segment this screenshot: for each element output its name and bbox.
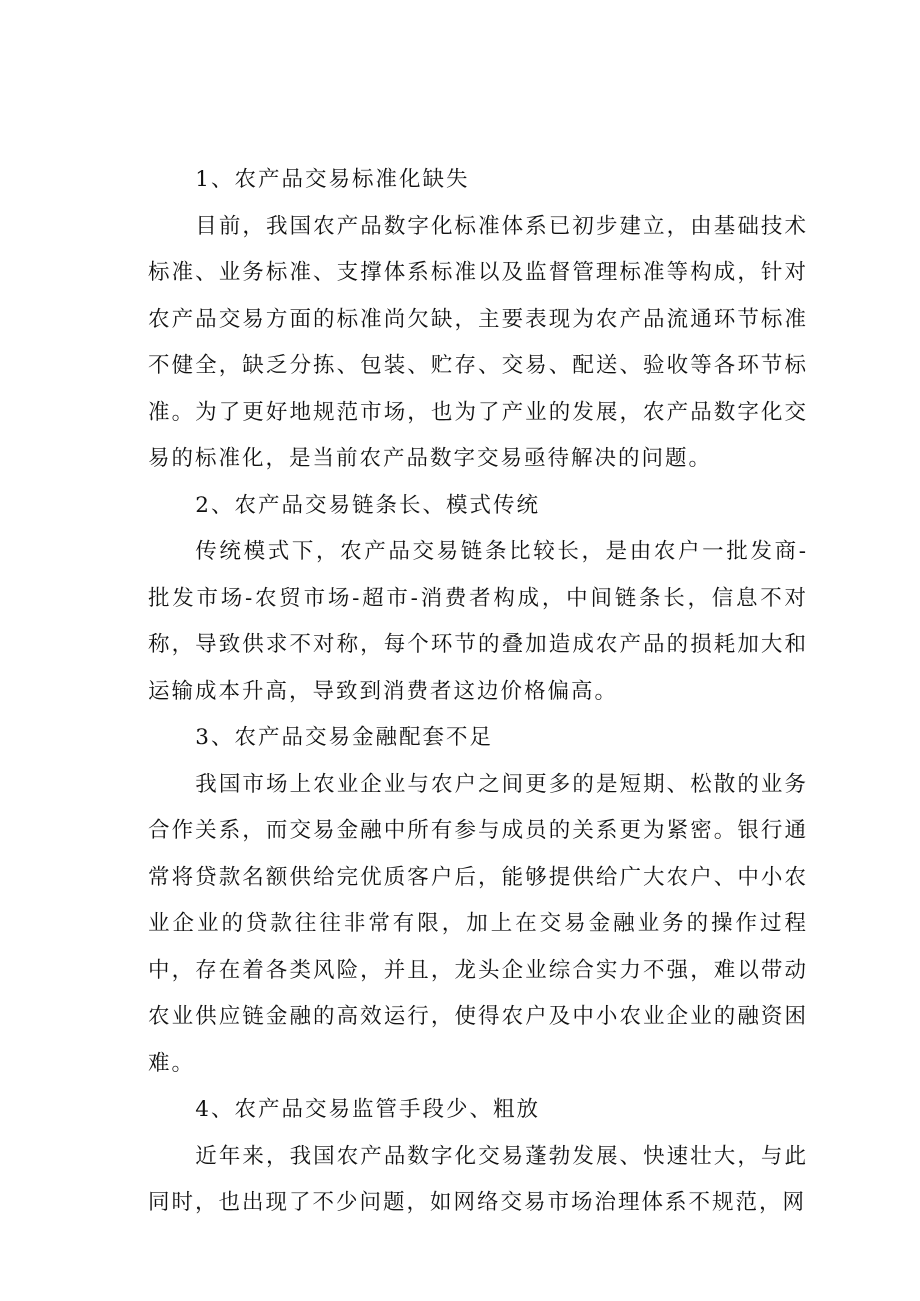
section-heading-4: 4、农产品交易监管手段少、粗放 [195,1097,540,1122]
section-paragraph-2: 传统模式下，农产品交易链条比较长，是由农户一批发商-批发市场-农贸市场-超市-消费者构成，中间链条长，信息不对称，导致供求不对称，每个环节的叠加造成农产品的损耗加大和运输成本升高，导致到消费者这边价格偏高。 [148,539,808,704]
section-paragraph-3: 我国市场上农业企业与农户之间更多的是短期、松散的业务合作关系，而交易金融中所有参与成员的关系更为紧密。银行通常将贷款名额供给完优质客户后，能够提供给广大农户、中小农业企业的贷款往往非常有限，加上在交易金融业务的操作过程中，存在着各类风险，并且，龙头企业综合实力不强，难以带动农业供应链金融的高效运行，使得农户及中小农业企业的融资困难。 [148,771,808,1076]
section-heading-1: 1、农产品交易标准化缺失 [195,167,470,192]
document-page [148,157,808,1227]
section-paragraph-4: 近年来，我国农产品数字化交易蓬勃发展、快速壮大，与此同时，也出现了不少问题，如网络交易市场治理体系不规范，网 [148,1143,808,1215]
section-paragraph-1: 目前，我国农产品数字化标准体系已初步建立，由基础技术标准、业务标准、支撑体系标准以及监督管理标准等构成，针对农产品交易方面的标准尚欠缺，主要表现为农产品流通环节标准不健全，缺乏分拣、包装、贮存、交易、配送、验收等各环节标准。为了更好地规范市场，也为了产业的发展，农产品数字化交易的标准化，是当前农产品数字交易亟待解决的问题。 [148,213,808,471]
section-heading-2: 2、农产品交易链条长、模式传统 [195,492,540,518]
section-heading-3: 3、农产品交易金融配套不足 [195,725,493,750]
